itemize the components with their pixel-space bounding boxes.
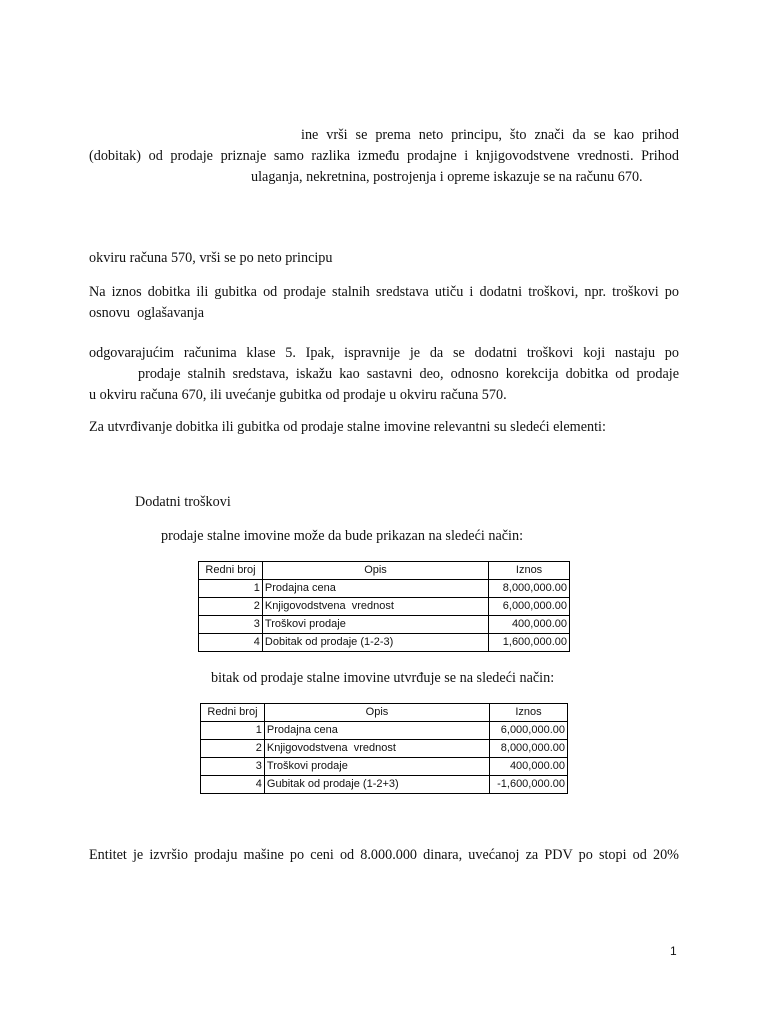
p1-line1: ine vrši se prema neto principu, što znači da se kao prihod <box>301 127 679 143</box>
table-cell: 8,000,000.00 <box>490 740 568 758</box>
table-cell: 2 <box>199 598 263 616</box>
p4-line2: prodaje stalnih sredstava, iskažu kao sastavni deo, odnosno korekcija dobitka od prodaje <box>138 366 679 382</box>
header-cell: Redni broj <box>201 704 265 722</box>
p7-line1: prodaje stalne imovine može da bude prikazan na sledeći način: <box>161 528 524 544</box>
p1-line3: ulaganja, nekretnina, postrojenja i opreme iskazuje se na računu 670. <box>251 169 643 185</box>
header-cell: Opis <box>264 704 489 722</box>
table-row <box>199 616 570 634</box>
p4-line1: odgovarajućim računima klase 5. Ipak, ispravnije je da se dodatni troškovi koji nastaju po <box>89 345 679 361</box>
table2 <box>200 703 568 794</box>
table-row <box>201 722 568 740</box>
p9-line1: Entitet je izvršio prodaju mašine po ceni od 8.000.000 dinara, uvećanoj za PDV po stopi od 20% <box>89 847 679 863</box>
table-cell: Troškovi prodaje <box>262 616 488 634</box>
p2-line1: okviru računa 570, vrši se po neto principu <box>89 250 333 266</box>
table-row <box>199 634 570 652</box>
table-cell: 3 <box>199 616 263 634</box>
table-row <box>201 740 568 758</box>
table-cell: Dobitak od prodaje (1-2-3) <box>262 634 488 652</box>
header-cell: Iznos <box>489 562 570 580</box>
table-row <box>201 776 568 794</box>
table-cell: 2 <box>201 740 265 758</box>
header-cell: Opis <box>262 562 488 580</box>
table-cell: Knjigovodstvena vrednost <box>264 740 489 758</box>
table-cell: Prodajna cena <box>264 722 489 740</box>
table-cell: 6,000,000.00 <box>490 722 568 740</box>
table1 <box>198 561 570 652</box>
table-header-row <box>199 562 570 580</box>
table-cell: -1,600,000.00 <box>490 776 568 794</box>
table-cell: Gubitak od prodaje (1-2+3) <box>264 776 489 794</box>
table-row <box>201 758 568 776</box>
table-cell: 1 <box>201 722 265 740</box>
table-row <box>199 580 570 598</box>
table-cell: 4 <box>201 776 265 794</box>
table-cell: 4 <box>199 634 263 652</box>
table-cell: 3 <box>201 758 265 776</box>
table-cell: 400,000.00 <box>490 758 568 776</box>
table-cell: Knjigovodstvena vrednost <box>262 598 488 616</box>
p8-line1: bitak od prodaje stalne imovine utvrđuje se na sledeći način: <box>211 670 555 686</box>
table-cell: Prodajna cena <box>262 580 488 598</box>
table-cell: Troškovi prodaje <box>264 758 489 776</box>
p1-line2: (dobitak) od prodaje priznaje samo razlika između prodajne i knjigovodstvene vrednosti. Prihod <box>89 148 679 164</box>
table-cell: 1,600,000.00 <box>489 634 570 652</box>
table-cell: 400,000.00 <box>489 616 570 634</box>
table-cell: 6,000,000.00 <box>489 598 570 616</box>
page-number: 1 <box>670 944 677 958</box>
p5-line1: Za utvrđivanje dobitka ili gubitka od prodaje stalne imovine relevantni su sledeći elementi: <box>89 419 606 435</box>
p6-line1: Dodatni troškovi <box>135 494 231 510</box>
table-cell: 8,000,000.00 <box>489 580 570 598</box>
p3-line2: osnovu oglašavanja <box>89 305 205 321</box>
table-cell: 1 <box>199 580 263 598</box>
header-cell: Iznos <box>490 704 568 722</box>
table-row <box>199 598 570 616</box>
p4-line3: u okviru računa 670, ili uvećanje gubitka od prodaje u okviru računa 570. <box>89 387 507 403</box>
header-cell: Redni broj <box>199 562 263 580</box>
p3-line1: Na iznos dobitka ili gubitka od prodaje stalnih sredstava utiču i dodatni troškovi, npr. troškovi po <box>89 284 679 300</box>
table-header-row <box>201 704 568 722</box>
